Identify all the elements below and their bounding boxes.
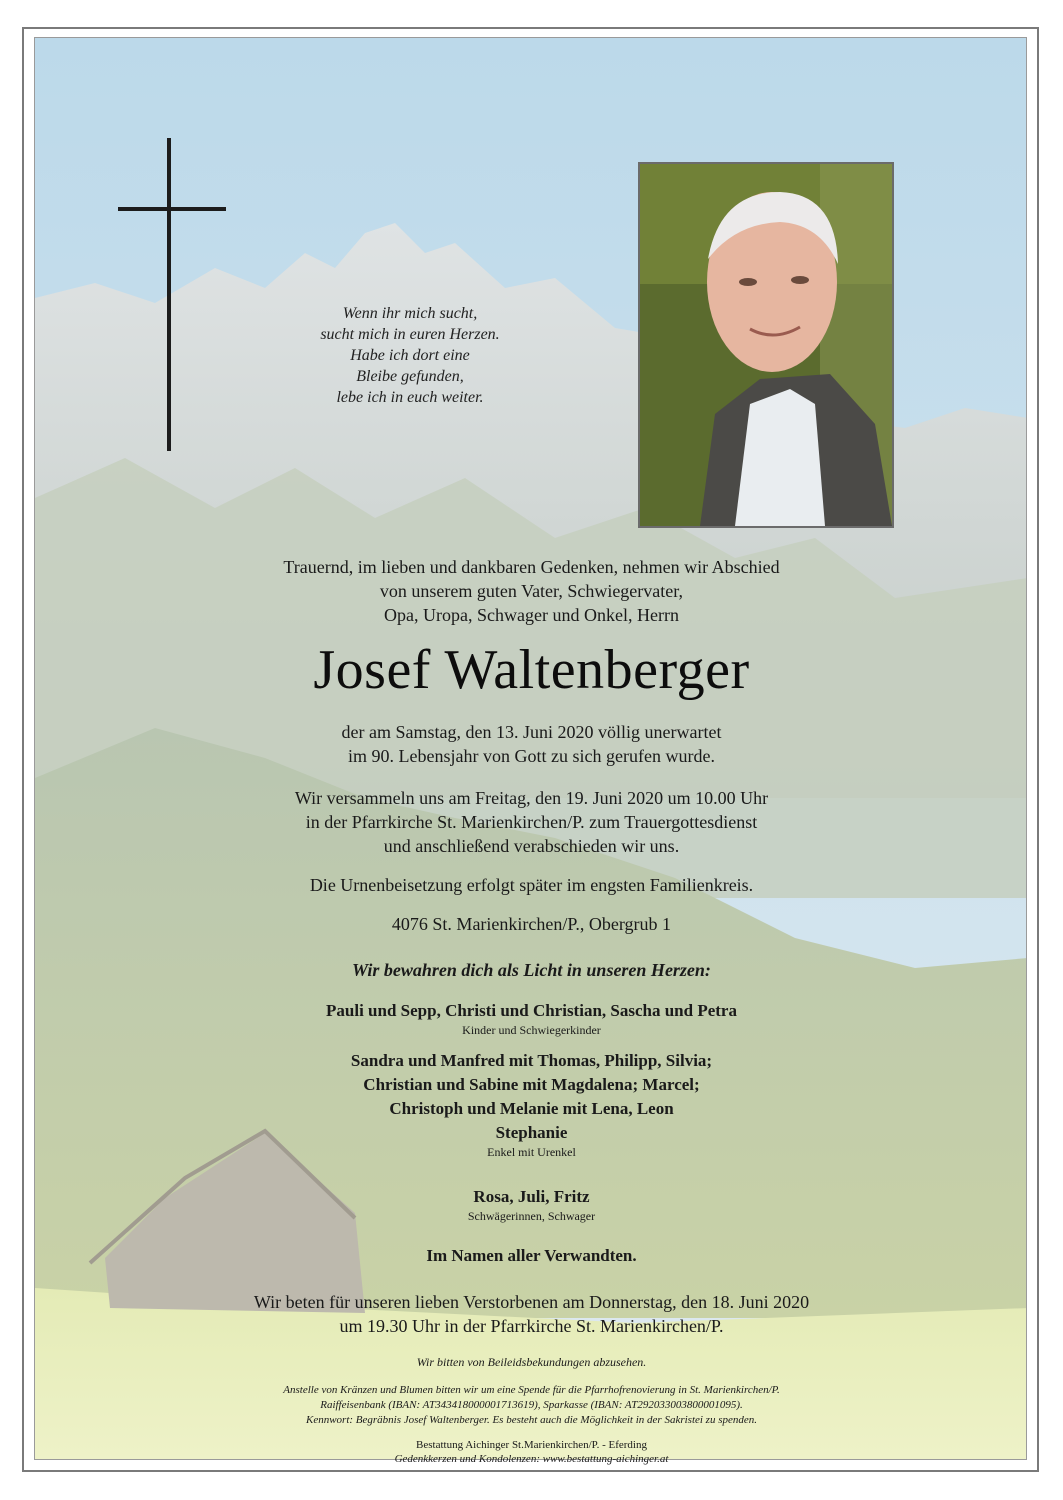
portrait-photo [638,162,894,528]
poem-line: Bleibe gefunden, [356,368,464,385]
poem-line: Habe ich dort eine [350,347,470,364]
family-group-in-laws [0,1185,1063,1223]
prayer-line: um 19.30 Uhr in der Pfarrkirche St. Marienkirchen/P. [339,1316,724,1336]
poem-line: lebe ich in euch weiter. [336,389,484,406]
family-role: Enkel mit Urenkel [487,1145,576,1159]
family-address: 4076 St. Marienkirchen/P., Obergrub 1 [391,914,672,934]
service-line: in der Pfarrkirche St. Marienkirchen/P. zum Trauergottesdienst [305,812,758,832]
death-announcement [0,720,1063,768]
family-role: Schwägerinnen, Schwager [467,1209,596,1223]
portrait-image [640,164,892,526]
intro-line: Trauernd, im lieben und dankbaren Gedenken, nehmen wir Abschied [283,557,780,577]
family-names: Sandra und Manfred mit Thomas, Philipp, Silvia; [350,1051,713,1070]
death-line: der am Samstag, den 13. Juni 2020 völlig unerwartet [341,722,722,742]
poem-line: sucht mich in euren Herzen. [320,326,500,343]
prayer-line: Wir beten für unseren lieben Verstorbenen am Donnerstag, den 18. Juni 2020 [253,1292,810,1312]
donation-line: Anstelle von Kränzen und Blumen bitten wir um eine Spende für die Pfarrhofrenovierung in St. Marienkirchen/P. [283,1384,780,1396]
memorial-poem [260,303,560,408]
urn-burial-note: Die Urnenbeisetzung erfolgt später im engsten Familienkreis. [309,875,754,895]
donation-note [0,1383,1063,1428]
cross-icon [167,138,171,451]
family-names: Pauli und Sepp, Christi und Christian, Sascha und Petra [326,1001,737,1020]
donation-line: Kennwort: Begräbnis Josef Waltenberger. Es besteht auch die Möglichkeit in der Sakristei zu spenden. [305,1414,758,1426]
prayer-service [0,1290,1063,1338]
family-role: Kinder und Schwiegerkinder [462,1023,601,1037]
poem-line: Wenn ihr mich sucht, [342,305,478,322]
family-group-grandchildren [0,1049,1063,1159]
condolence-note: Wir bitten von Beileidsbekundungen abzusehen. [416,1355,647,1369]
death-line: im 90. Lebensjahr von Gott zu sich gerufen wurde. [348,746,715,766]
service-line: Wir versammeln uns am Freitag, den 19. Juni 2020 um 10.00 Uhr [294,788,769,808]
deceased-name: Josef Waltenberger [313,639,750,701]
family-names: Stephanie [495,1123,568,1142]
motto: Wir bewahren dich als Licht in unseren Herzen: [352,960,711,980]
family-names: Rosa, Juli, Fritz [473,1187,590,1206]
intro-line: Opa, Uropa, Schwager und Onkel, Herrn [384,605,679,625]
service-line: und anschließend verabschieden wir uns. [383,836,680,856]
donation-line: Raiffeisenbank (IBAN: AT343418000001713619), Sparkasse (IBAN: AT292033003800001095). [320,1399,743,1411]
undertaker-name: Bestattung Aichinger St.Marienkirchen/P. - Eferding [416,1439,647,1451]
family-group-children [0,999,1063,1037]
family-names: Christoph und Melanie mit Lena, Leon [389,1099,674,1118]
funeral-service [0,786,1063,858]
relatives-line: Im Namen aller Verwandten. [426,1246,637,1265]
family-names: Christian und Sabine mit Magdalena; Marcel; [363,1075,700,1094]
intro-text [0,555,1063,627]
intro-line: von unserem guten Vater, Schwiegervater, [379,581,684,601]
condolence-website: Gedenkkerzen und Kondolenzen: www.bestattung-aichinger.at [394,1453,669,1465]
cross-icon-bar [118,207,226,211]
